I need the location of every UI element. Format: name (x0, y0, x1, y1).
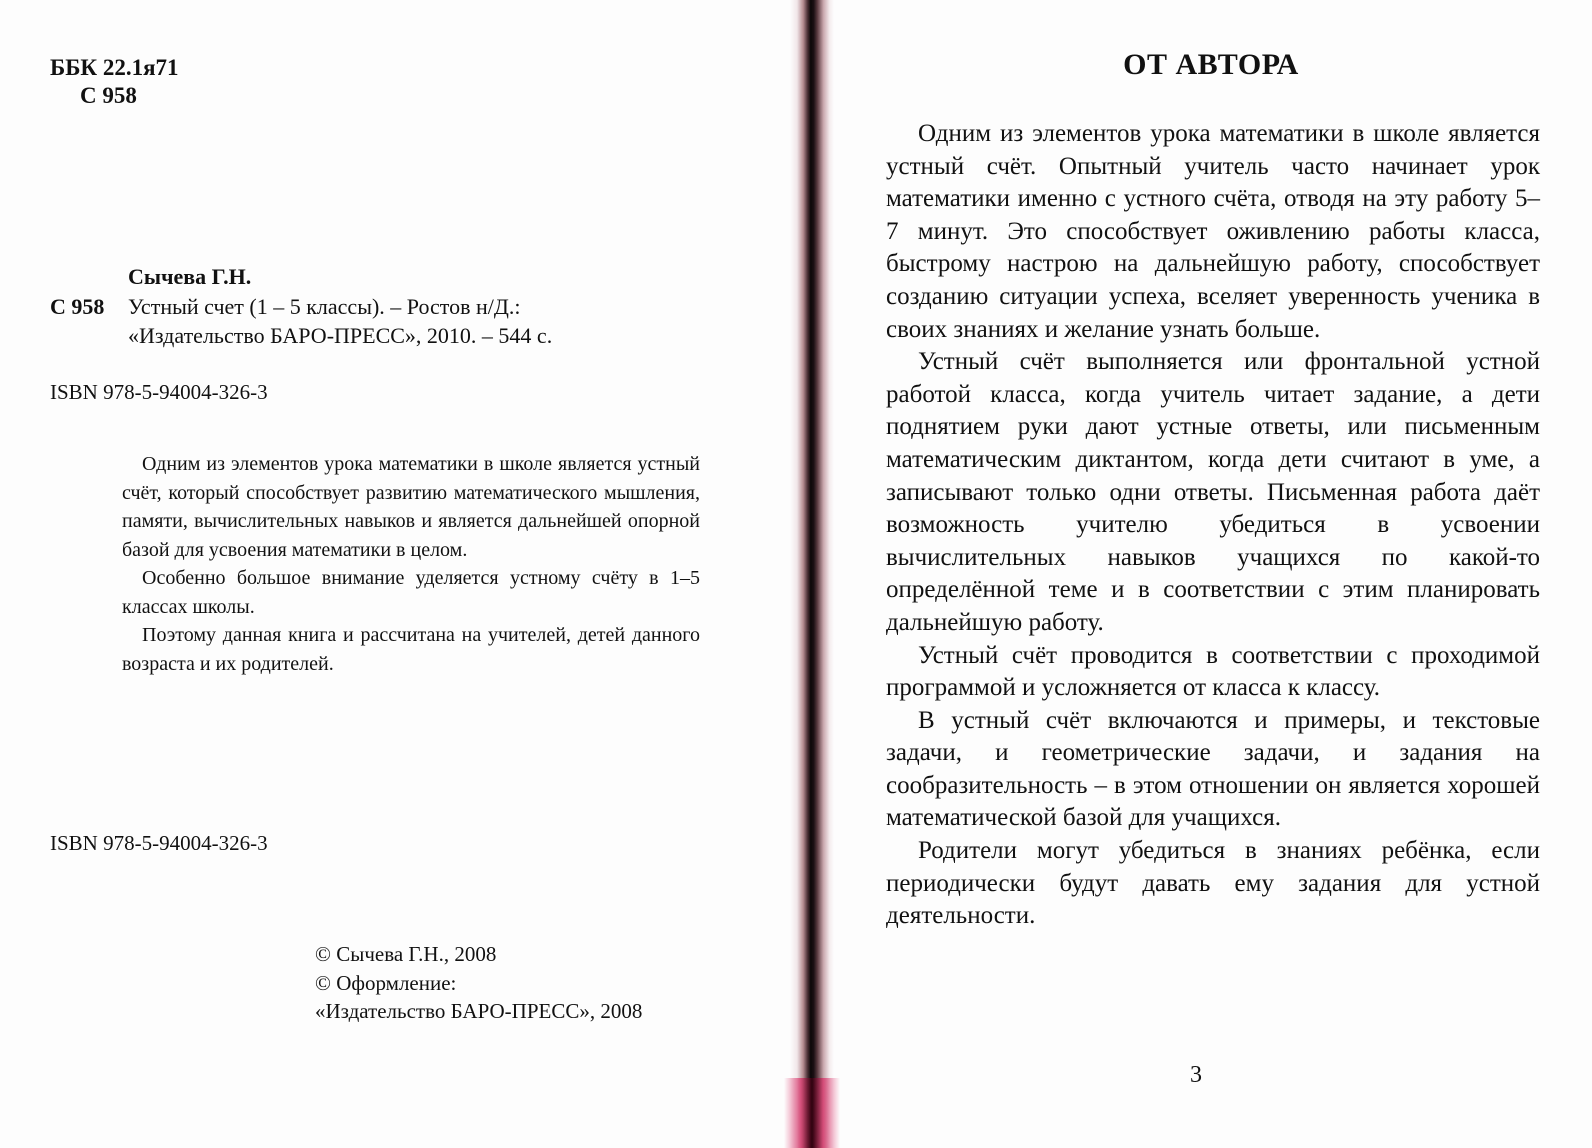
isbn-bottom: ISBN 978-5-94004-326-3 (50, 831, 268, 855)
page-number: 3 (1190, 1062, 1202, 1088)
page-title: ОТ АВТОРА (1123, 48, 1299, 81)
author-name: Сычева Г.Н. (128, 264, 252, 289)
foreword-text (886, 118, 1540, 933)
foreword-paragraph: Устный счёт выполняется или фронтальной устной работой класса, когда учитель читает задание, а дети поднятием руки дают устные ответы, или письменным математическим диктантом, когда дети считают в уме, а записывают только одни ответы. Письменная работа даёт возможность учителю убедиться в усвоении вычислительных навыков учащихся по какой-то определённой теме и в соответствии с этим планировать дальнейшую работу. (886, 348, 1540, 636)
isbn-top: ISBN 978-5-94004-326-3 (50, 380, 268, 404)
foreword-paragraph: Родители могут убедиться в знаниях ребёнка, если периодически будут давать ему задания для устной деятельности. (886, 837, 1540, 930)
catalog-publisher-line: «Издательство БАРО-ПРЕСС», 2010. – 544 с. (128, 323, 553, 348)
catalog-entry-code: С 958 (50, 294, 105, 319)
abstract (122, 450, 700, 678)
foreword-paragraph: Устный счёт проводится в соответствии с проходимой программой и усложняется от класса к классу. (886, 641, 1540, 702)
bbk-classification-top (50, 54, 179, 110)
catalog-title-line: Устный счет (1 – 5 классы). – Ростов н/Д.: (128, 294, 521, 319)
copyright-block (315, 940, 642, 1026)
bbk-code: ББК 22.1я71 (50, 55, 179, 80)
foreword-paragraph: В устный счёт включаются и примеры, и текстовые задачи, и геометрические задачи, и задания на сообразительность – в этом отношении он является хорошей математической базой для учащихся. (886, 706, 1540, 832)
abstract-paragraph: Одним из элементов урока математики в школе является устный счёт, который способствует развитию математического мышления, памяти, вычислительных навыков и является дальнейшей опорной базой для усвоения математики в целом. (122, 453, 700, 561)
copyright-line: © Сычева Г.Н., 2008 (315, 942, 497, 966)
copyright-line: © Оформление: (315, 970, 457, 995)
abstract-paragraph: Поэтому данная книга и рассчитана на учителей, детей данного возраста и их родителей. (122, 624, 700, 675)
right-page (830, 0, 1592, 1148)
catalog-code: С 958 (80, 83, 137, 108)
book-spine (790, 0, 834, 1148)
foreword-paragraph: Одним из элементов урока математики в школе является устный счёт. Опытный учитель часто начинает урок математики именно с устного счёта, отводя на эту работу 5–7 минут. Это способствует оживлению работы класса, быстрому настрою на дальнейшую работу, способствует созданию ситуации успеха, вселяет уверенность ученика в своих знаниях и желание узнать больше. (886, 120, 1540, 343)
copyright-line: «Издательство БАРО-ПРЕСС», 2008 (315, 999, 643, 1023)
abstract-paragraph: Особенно большое внимание уделяется устному счёту в 1–5 классах школы. (122, 567, 700, 618)
